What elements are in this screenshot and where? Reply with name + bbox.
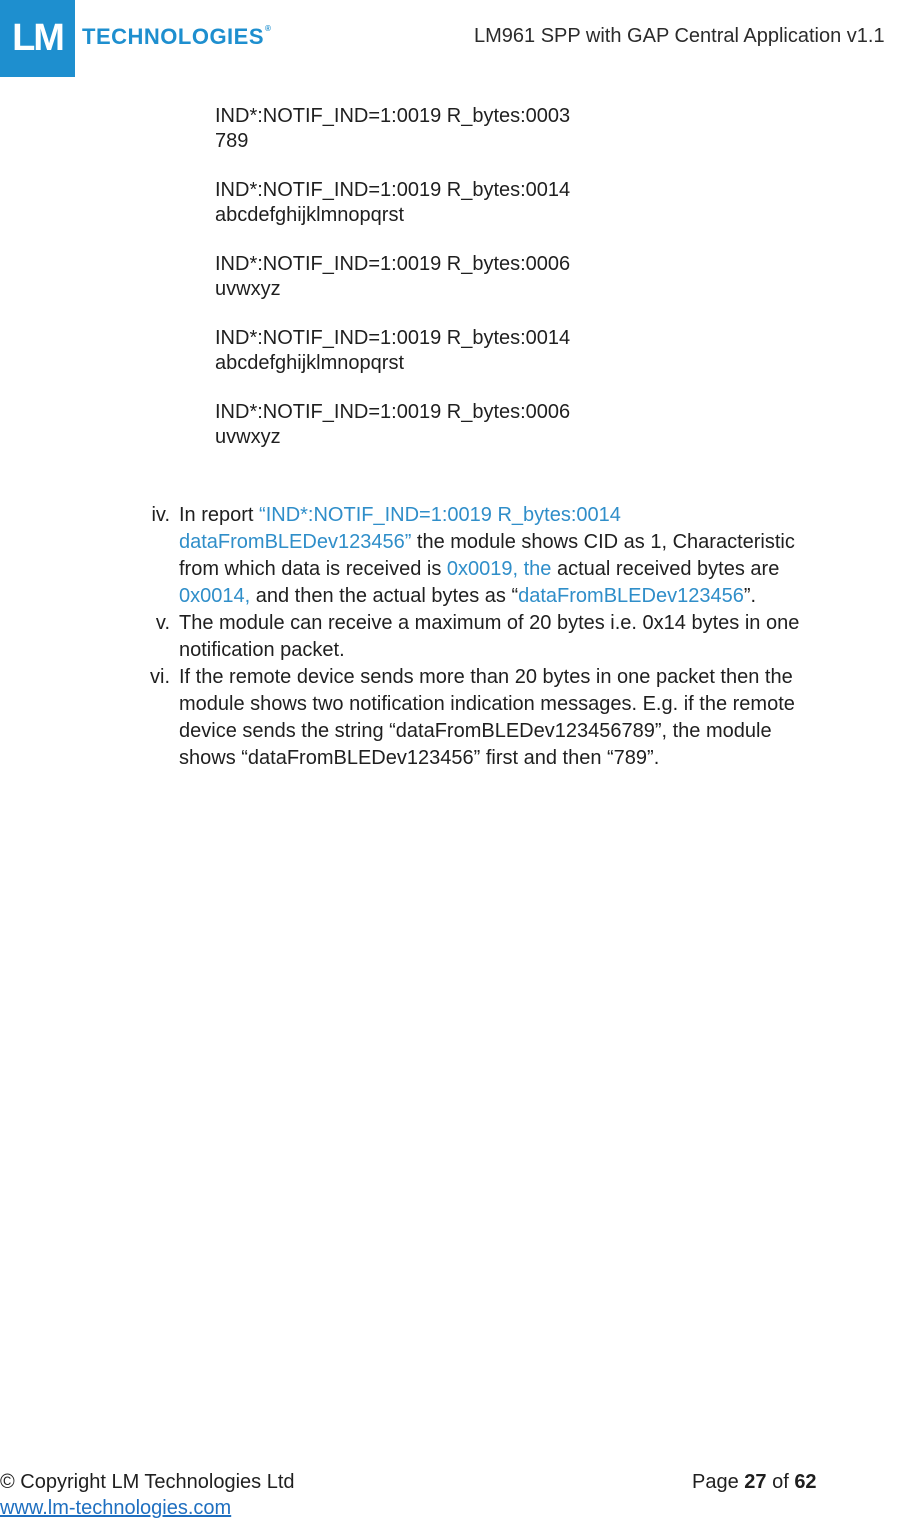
log-entry	[215, 178, 570, 228]
log-data: uvwxyz	[215, 426, 281, 448]
notification-log	[215, 104, 570, 474]
log-entry	[215, 326, 570, 376]
list-number: v.	[155, 612, 170, 634]
log-data: abcdefghijklmnopqrst	[215, 204, 404, 226]
log-entry	[215, 252, 570, 302]
footer-left	[0, 1469, 295, 1521]
highlight-characteristic: 0x0019, the	[446, 558, 552, 580]
highlight-bytes: 0x0014,	[179, 585, 251, 607]
log-entry	[215, 104, 570, 154]
document-title: LM961 SPP with GAP Central Application v1.1	[474, 25, 885, 47]
list-item-v: v. The module can receive a maximum of 20 bytes i.e. 0x14 bytes in one notification packet.	[140, 610, 830, 664]
log-data: 789	[215, 130, 249, 152]
log-entry	[215, 400, 570, 450]
copyright-text: © Copyright LM Technologies Ltd	[0, 1471, 295, 1493]
list-item-vi: vi. If the remote device sends more than 20 bytes in one packet then the module shows two notification indication messages. E.g. if the remote device sends the string “dataFromBLEDev123456789”, the module shows “dataFromBLEDev123456” first and then “789”.	[140, 664, 830, 772]
log-line: IND*:NOTIF_IND=1:0019 R_bytes:0006	[215, 401, 571, 423]
list-number: vi.	[150, 666, 170, 688]
list-item-iv: iv. In report “IND*:NOTIF_IND=1:0019 R_bytes:0014 dataFromBLEDev123456” the module shows CID as 1, Characteristic from which data is received is 0x0019, the actual received bytes are 0x0014, and then the actual bytes as “dataFromBLEDev123456”.	[140, 502, 830, 610]
log-line: IND*:NOTIF_IND=1:0019 R_bytes:0014	[215, 327, 571, 349]
highlight-report: “IND*:NOTIF_IND=1:0019 R_bytes:0014 dataFromBLEDev123456”	[179, 504, 621, 553]
website-link[interactable]: www.lm-technologies.com	[0, 1497, 232, 1519]
log-line: IND*:NOTIF_IND=1:0019 R_bytes:0006	[215, 253, 571, 275]
page-number: Page 27 of 62	[692, 1471, 817, 1493]
logo-mark: LM	[0, 0, 75, 77]
log-data: uvwxyz	[215, 278, 281, 300]
log-line: IND*:NOTIF_IND=1:0019 R_bytes:0003	[215, 105, 571, 127]
log-data: abcdefghijklmnopqrst	[215, 352, 404, 374]
log-line: IND*:NOTIF_IND=1:0019 R_bytes:0014	[215, 179, 571, 201]
list-number: iv.	[151, 504, 170, 526]
explanation-list	[140, 502, 830, 772]
highlight-data: dataFromBLEDev123456	[518, 585, 744, 607]
logo-text: TECHNOLOGIES®	[82, 24, 272, 49]
